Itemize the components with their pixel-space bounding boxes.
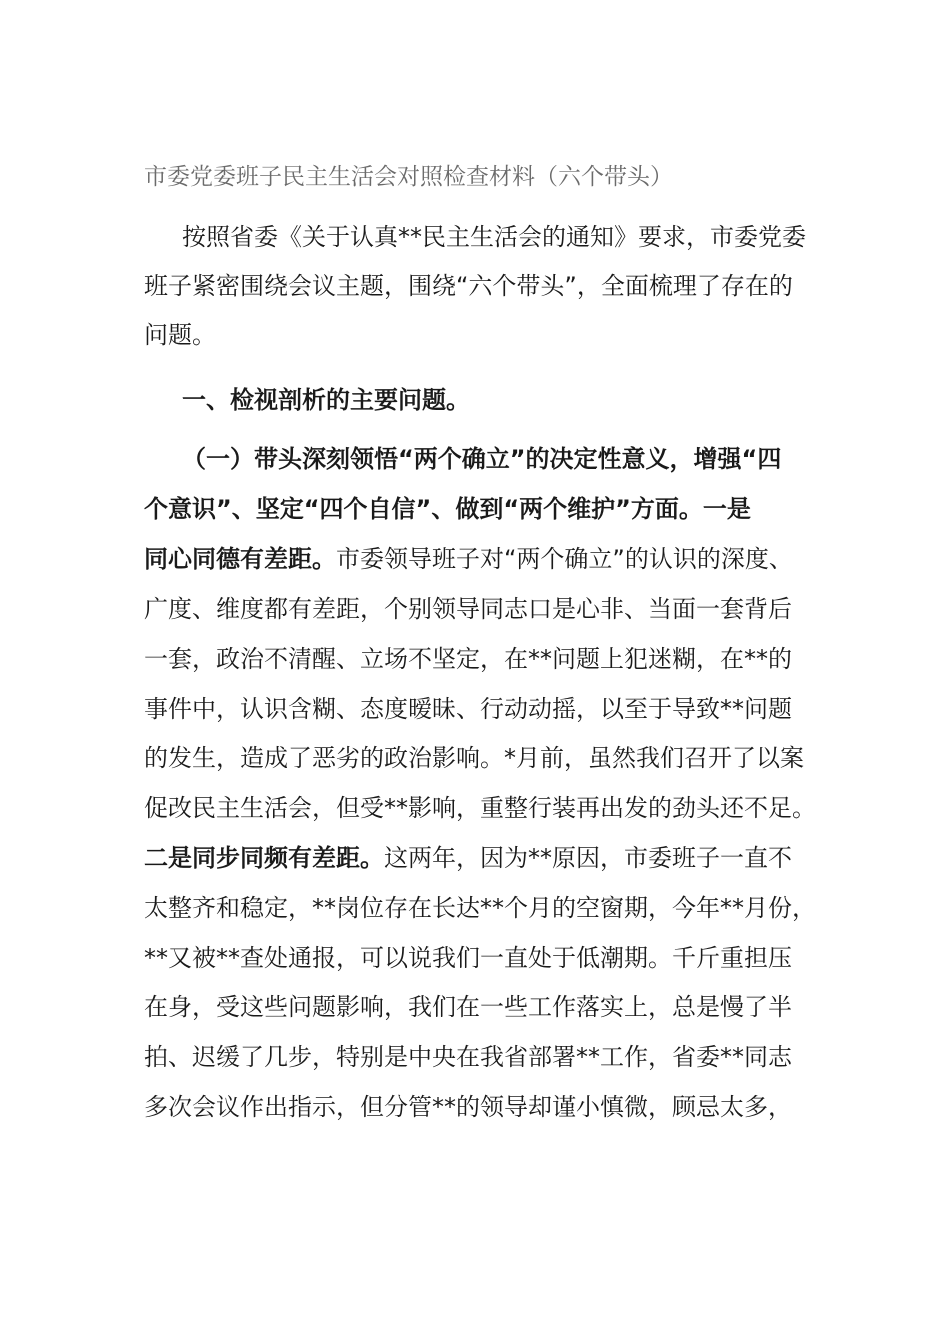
point-two-heading: 二是同步同频有差距。 — [144, 844, 384, 872]
document-title: 市委党委班子民主生活会对照检查材料（六个带头） — [144, 164, 673, 190]
body-text: 市委领导班子对“两个确立”的认识的深度、 — [336, 545, 793, 573]
body-line-12: 多次会议作出指示，但分管**的领导却谨小慎微，顾忌太多， — [144, 1093, 792, 1121]
sub-heading-line-1: （一）带头深刻领悟“两个确立”的决定性意义，增强“四 — [182, 445, 782, 473]
body-line-1 — [144, 542, 793, 576]
intro-line-1: 按照省委《关于认真**民主生活会的通知》要求，市委党委 — [182, 223, 806, 251]
body-line-6: 促改民主生活会，但受**影响，重整行装再出发的劲头还不足。 — [144, 794, 816, 822]
section-heading: 一、检视剖析的主要问题。 — [182, 386, 470, 414]
body-line-2: 广度、维度都有差距，个别领导同志口是心非、当面一套背后 — [144, 595, 792, 623]
body-line-3: 一套，政治不清醒、立场不坚定，在**问题上犯迷糊，在**的 — [144, 645, 792, 673]
intro-line-2: 班子紧密围绕会议主题，围绕“六个带头”，全面梳理了存在的 — [144, 272, 793, 300]
sub-heading-line-2: 个意识”、坚定“四个自信”、做到“两个维护”方面。一是 — [144, 495, 751, 523]
body-text: 这两年，因为**原因，市委班子一直不 — [384, 844, 792, 872]
body-line-8: 太整齐和稳定，**岗位存在长达**个月的空窗期，今年**月份， — [144, 894, 816, 922]
body-line-11: 拍、迟缓了几步，特别是中央在我省部署**工作，省委**同志 — [144, 1043, 792, 1071]
body-line-7 — [144, 841, 792, 875]
body-line-5: 的发生，造成了恶劣的政治影响。*月前，虽然我们召开了以案 — [144, 744, 804, 772]
point-one-heading: 同心同德有差距。 — [144, 545, 336, 573]
body-line-4: 事件中，认识含糊、态度暧昧、行动动摇，以至于导致**问题 — [144, 695, 792, 723]
body-line-9: **又被**查处通报，可以说我们一直处于低潮期。千斤重担压 — [144, 944, 792, 972]
intro-line-3: 问题。 — [144, 321, 216, 349]
body-line-10: 在身，受这些问题影响，我们在一些工作落实上，总是慢了半 — [144, 993, 792, 1021]
